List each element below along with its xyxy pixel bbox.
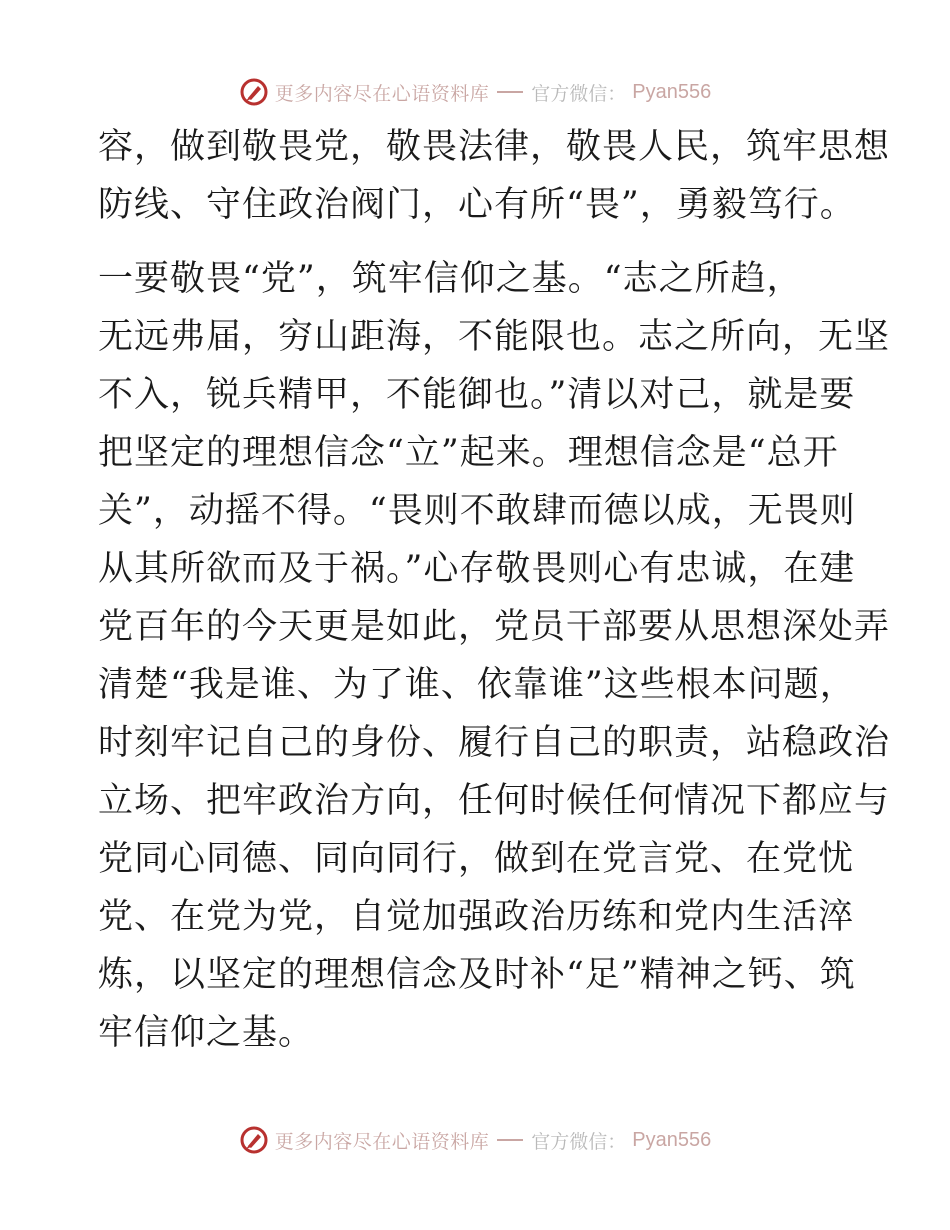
page-header-watermark: [0, 72, 950, 112]
text-line: 党百年的今天更是如此，党员干部要从思想深处弄: [98, 607, 891, 647]
pen-logo-icon: [239, 77, 269, 107]
text-line: 容，做到敬畏党，敬畏法律，敬畏人民，筑牢思想: [98, 127, 891, 167]
footer-dash-divider: [497, 1139, 523, 1141]
header-watermark-group: [239, 77, 712, 107]
header-wechat-id: Pyan556: [632, 80, 712, 103]
header-brand-text: 更多内容尽在心语资料库: [274, 82, 490, 105]
text-line: 无远弗届，穷山距海，不能限也。志之所向，无坚: [98, 317, 891, 357]
paragraph-gap: [98, 234, 858, 250]
header-wechat-label: 官方微信：: [531, 82, 627, 105]
footer-watermark-group: [239, 1125, 712, 1155]
paragraph-2: [98, 250, 891, 1062]
header-dash-divider: [497, 91, 523, 93]
text-line: 清楚“我是谁、为了谁、依靠谁”这些根本问题，: [98, 665, 856, 705]
footer-wechat-label: 官方微信：: [531, 1130, 627, 1153]
footer-brand-text: 更多内容尽在心语资料库: [274, 1130, 490, 1153]
pen-logo-icon: [239, 1125, 269, 1155]
paragraph-1: [98, 118, 891, 234]
text-line: 牢信仰之基。: [98, 1013, 315, 1053]
text-line: 把坚定的理想信念“立”起来。理想信念是“总开: [98, 433, 839, 473]
text-line: 立场、把牢政治方向，任何时候任何情况下都应与: [98, 781, 891, 821]
text-line: 关”，动摇不得。“畏则不敢肆而德以成，无畏则: [98, 491, 856, 531]
text-line: 一要敬畏“党”，筑牢信仰之基。“志之所趋，: [98, 259, 803, 299]
text-line: 炼，以坚定的理想信念及时补“足”精神之钙、筑: [98, 955, 856, 995]
text-line: 党同心同德、同向同行，做到在党言党、在党忧: [98, 839, 855, 879]
document-body: [98, 118, 891, 1062]
page-footer-watermark: [0, 1120, 950, 1160]
text-line: 不入，锐兵精甲，不能御也。”清以对己，就是要: [98, 375, 856, 415]
footer-wechat-id: Pyan556: [632, 1128, 712, 1151]
text-line: 党、在党为党，自觉加强政治历练和党内生活淬: [98, 897, 855, 937]
text-line: 时刻牢记自己的身份、履行自己的职责，站稳政治: [98, 723, 891, 763]
text-line: 从其所欲而及于祸。”心存敬畏则心有忠诚，在建: [98, 549, 856, 589]
text-line: 防线、守住政治阀门，心有所“畏”，勇毅笃行。: [98, 185, 856, 225]
